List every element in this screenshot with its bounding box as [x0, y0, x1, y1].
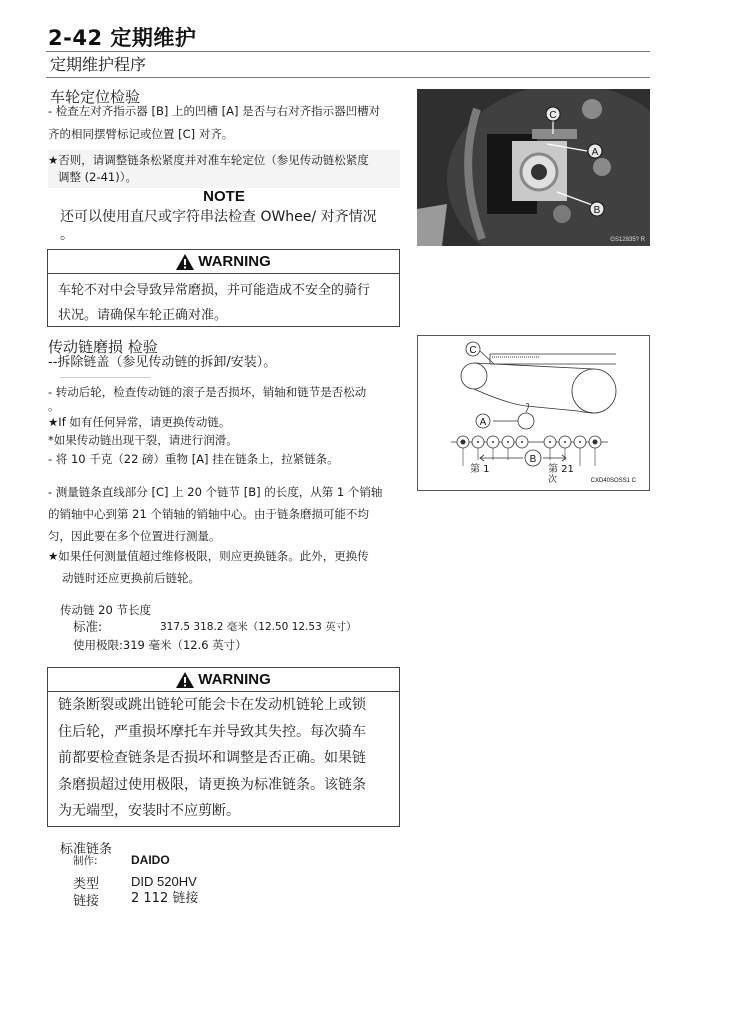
warning-header: [48, 668, 399, 692]
warning-triangle-icon: [176, 254, 194, 270]
star-line: ★否则，请调整链条松紧度并对准车轮定位（参见传动链松紧度: [48, 153, 369, 167]
photo-illustration: [417, 89, 650, 246]
wheel-alignment-star-note: [48, 150, 400, 188]
warning-line: 住后轮，严重损坏摩托车并导致其失控。每次骑车: [58, 723, 366, 740]
note-line: 。: [60, 227, 74, 243]
step-line: 齐的相同摆臂标记或位置 [C] 对齐。: [48, 127, 234, 141]
note-text: [60, 206, 405, 242]
note-label: NOTE: [203, 188, 245, 205]
diagram-label-first-pin: 第 1: [470, 464, 490, 475]
chain-replace-note: ★If 如有任何异常，请更换传动链。: [48, 415, 231, 429]
alignment-indicator-photo: [417, 89, 650, 246]
chain-limit-row: [73, 637, 247, 653]
star-line: 动链时还应更换前后链轮。: [62, 571, 200, 585]
link-value: 2 112 链接: [131, 891, 199, 906]
chain-remove-step: --拆除链盖（参见传动链的拆卸/安装）。: [48, 355, 277, 370]
warning-line: 条磨损超过使用极限，请更换为标准链条。该链条: [58, 776, 366, 793]
section-divider: [46, 77, 650, 78]
warning-label: WARNING: [198, 253, 271, 270]
chain-limit-note: [48, 545, 408, 589]
step-line: - 转动后轮，检查传动链的滚子是否损坏，销轴和链节是否松动: [48, 385, 367, 399]
chain-rotate-step: [48, 383, 408, 411]
warning-line: 前都要检查链条是否损坏和调整是否正确。如果链: [58, 750, 366, 766]
standard-label: 标准:: [73, 619, 103, 634]
make-label: 制作:: [73, 855, 98, 867]
photo-code: GS12835? R: [610, 237, 645, 243]
wheel-alignment-step: [48, 101, 403, 145]
type-label: 类型: [73, 877, 100, 892]
link-label: 链接: [73, 894, 100, 909]
chain-weight-step: - 将 10 千克（22 磅）重物 [A] 挂在链条上，拉紧链条。: [48, 452, 339, 466]
step-line: 匀，因此要在多个位置进行测量。: [48, 529, 221, 543]
limit-value: 319 毫米（12.6 英寸）: [122, 638, 247, 652]
chain-measure-step: [48, 481, 408, 547]
chain-measurement-diagram: [417, 335, 650, 491]
warning-triangle-icon: [176, 672, 194, 688]
diagram-label-21st-pin: 第 21: [548, 464, 574, 475]
warning-box-wheel: [47, 249, 400, 327]
diagram-callout-b: B: [529, 454, 537, 465]
step-line: 的销轴中心到第 21 个销轴的销轴中心。由于链条磨损可能不均: [48, 507, 369, 521]
standard-chain-title: 标准链条: [60, 842, 113, 857]
warning-body: [48, 274, 399, 334]
photo-callout-b: B: [593, 205, 601, 216]
standard-value: 317.5 318.2 毫米（12.50 12.53 英寸）: [160, 621, 357, 633]
note-line: 还可以使用直尺或字符串法检查 OWhee/ 对齐情况: [60, 209, 377, 225]
diagram-code: CXD40SOSS1 C: [590, 478, 636, 484]
warning-label: WARNING: [198, 671, 271, 688]
warning-line: 链条断裂或跳出链轮可能会卡在发动机链轮上或锁: [58, 697, 366, 713]
diagram-callout-c: C: [469, 345, 477, 356]
chain-standard-row: [73, 617, 357, 635]
star-line: 调整 (2-41)）。: [58, 170, 137, 184]
warning-header: [48, 250, 399, 274]
warning-line: 状况。请确保车轮正确对准。: [58, 308, 228, 323]
warning-line: 车轮不对中会导致异常磨损，并可能造成不安全的骑行: [58, 283, 371, 298]
chain-lube-note: *如果传动链出现干裂，请进行润滑。: [48, 433, 238, 447]
make-value: DAIDO: [131, 853, 170, 867]
page-title: 2-42 定期维护: [48, 26, 197, 50]
type-value: DID 520HV: [131, 874, 197, 889]
step-line: - 检查左对齐指示器 [B] 上的凹槽 [A] 是否与右对齐指示器凹槽对: [48, 104, 381, 118]
warning-body: [48, 692, 399, 831]
step-line: - 测量链条直线部分 [C] 上 20 个链节 [B] 的长度，从第 1 个销轴: [48, 485, 383, 499]
photo-callout-c: C: [549, 110, 557, 121]
photo-callout-a: A: [591, 147, 599, 158]
step-line: 。: [48, 399, 60, 413]
wheel-alignment-heading: 车轮定位检验: [50, 88, 141, 106]
chain-wear-heading: 传动链磨损 检验: [48, 338, 158, 356]
chain-length-spec-title: 传动链 20 节长度: [60, 603, 151, 617]
chain-diagram-illustration: [418, 336, 649, 490]
warning-line: 为无端型，安装时不应剪断。: [58, 803, 240, 819]
separator: [60, 377, 150, 378]
section-title: 定期维护程序: [50, 55, 147, 74]
diagram-label-21st-suffix: 次: [548, 475, 558, 485]
diagram-callout-a: A: [479, 417, 487, 428]
limit-label: 使用极限:: [73, 638, 123, 652]
star-line: ★如果任何测量值超过维修极限，则应更换链条。此外，更换传: [48, 549, 369, 563]
warning-box-chain: [47, 667, 400, 827]
